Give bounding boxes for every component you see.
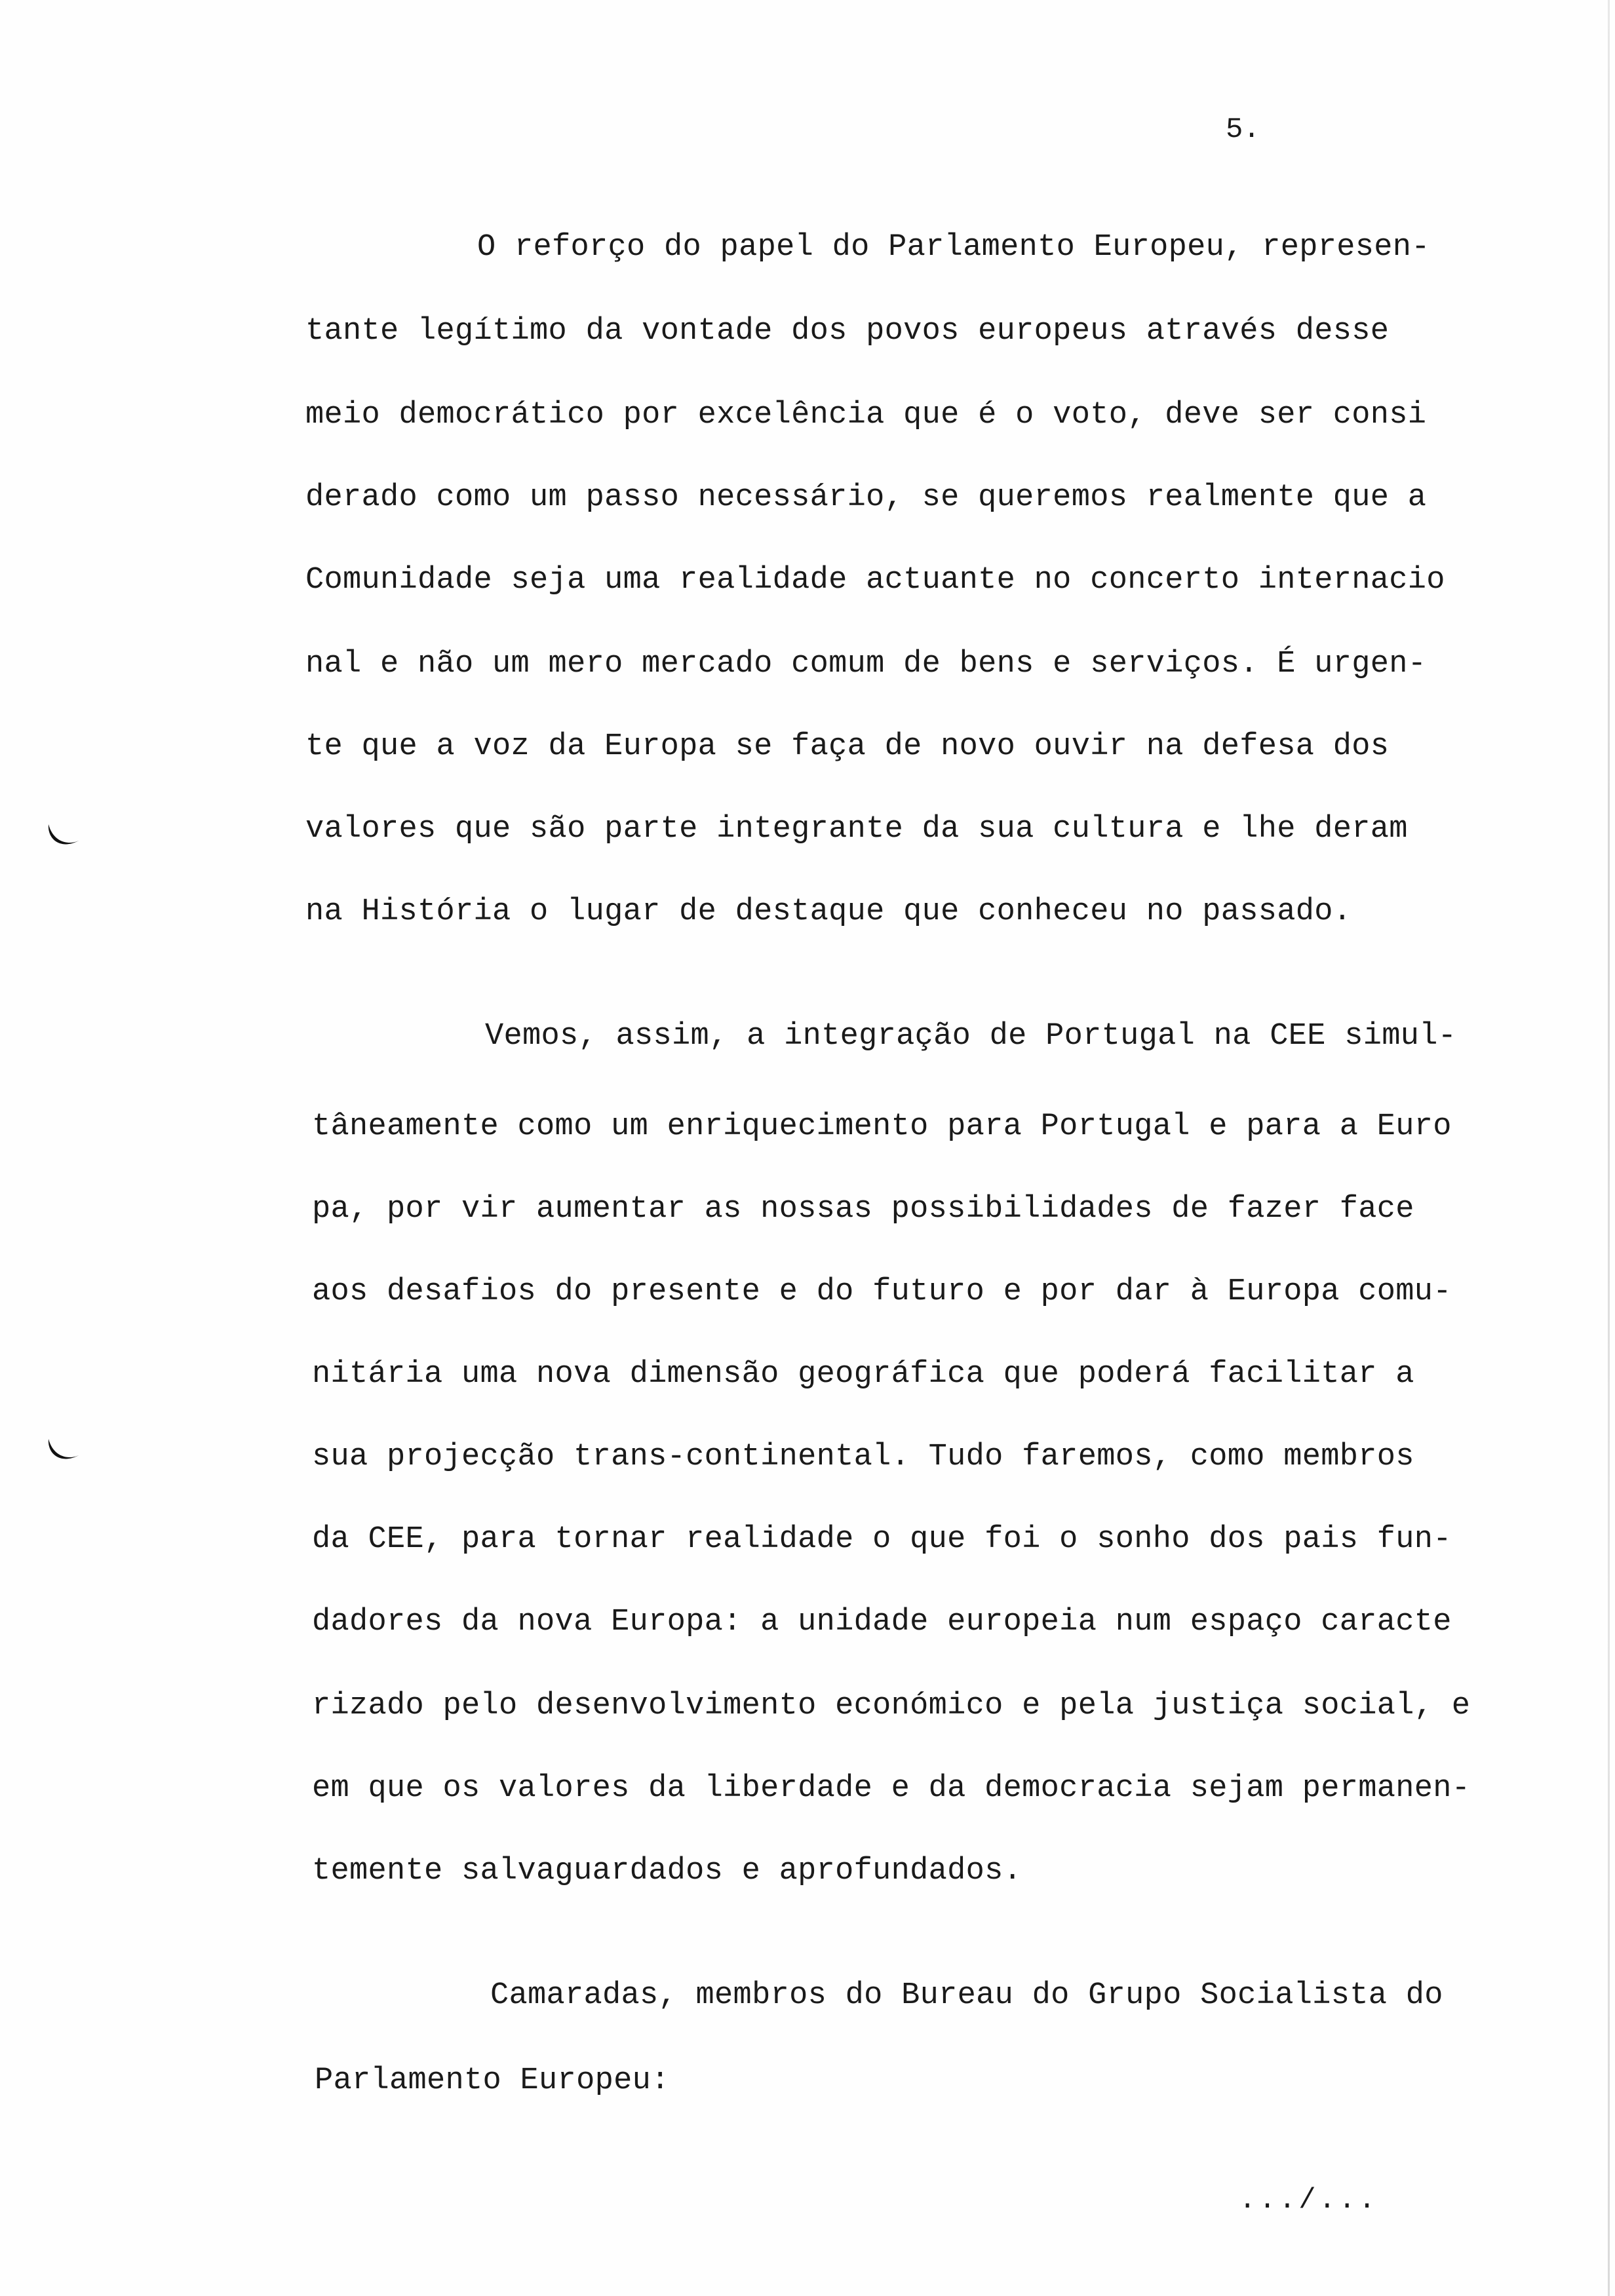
text-line: valores que são parte integrante da sua cultura e lhe deram [305,812,1408,847]
text-line: temente salvaguardados e aprofundados. [312,1854,1022,1888]
text-line: pa, por vir aumentar as nossas possibilidades de fazer face [312,1192,1414,1227]
crescent-mark-icon [45,818,84,857]
text-line: sua projecção trans-continental. Tudo faremos, como membros [312,1440,1414,1474]
text-line: rizado pelo desenvolvimento económico e pela justiça social, e [312,1689,1471,1723]
continuation-mark: .../... [1239,2184,1378,2217]
text-line: O reforço do papel do Parlamento Europeu, represen- [477,230,1430,265]
text-line: nal e não um mero mercado comum de bens e serviços. É urgen- [305,647,1427,681]
text-line: na História o lugar de destaque que conheceu no passado. [305,894,1352,929]
text-line: te que a voz da Europa se faça de novo ouvir na defesa dos [305,729,1390,764]
text-line: aos desafios do presente e do futuro e por dar à Europa comu- [312,1274,1452,1309]
text-line: Parlamento Europeu: [315,2063,670,2098]
text-line: em que os valores da liberdade e da democracia sejam permanen- [312,1771,1471,1806]
text-line: tâneamente como um enriquecimento para Portugal e para a Euro [312,1109,1452,1144]
text-line: Vemos, assim, a integração de Portugal na CEE simul- [485,1019,1457,1054]
text-line: derado como um passo necessário, se queremos realmente que a [305,480,1427,515]
text-line: tante legítimo da vontade dos povos europeus através desse [305,314,1390,349]
text-line: meio democrático por excelência que é o voto, deve ser consi [305,398,1427,432]
text-line: Camaradas, membros do Bureau do Grupo Socialista do [490,1978,1443,2013]
scan-edge-shadow [1608,0,1610,2296]
page-number: 5. [1226,113,1260,146]
crescent-mark-icon [45,1432,84,1472]
text-line: Comunidade seja uma realidade actuante no concerto internacio [305,563,1445,598]
text-line: da CEE, para tornar realidade o que foi o sonho dos pais fun- [312,1522,1452,1557]
text-line: dadores da nova Europa: a unidade europeia num espaço caracte [312,1605,1452,1639]
text-line: nitária uma nova dimensão geográfica que poderá facilitar a [312,1357,1414,1392]
